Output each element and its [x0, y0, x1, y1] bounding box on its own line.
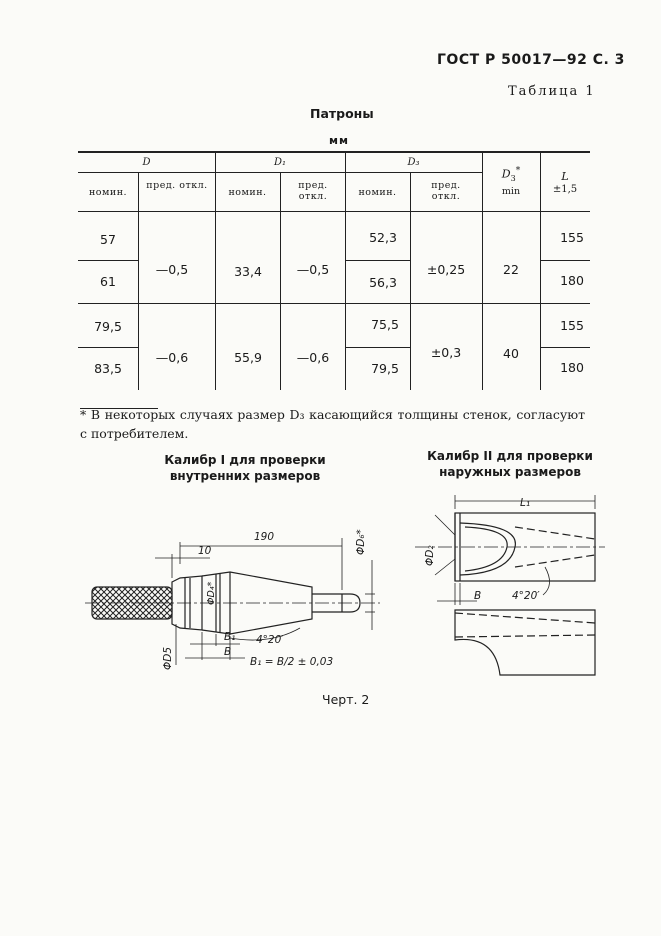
row-rule	[540, 347, 590, 348]
d-dev-cell: —0,5	[155, 262, 189, 277]
dim-d4: ΦD₄*	[206, 581, 217, 605]
row-rule	[540, 260, 590, 261]
d-nom-cell: 61	[100, 274, 116, 289]
row-rule	[78, 347, 138, 348]
d3-min-cell: 40	[503, 346, 519, 361]
dim-b1: B₁	[224, 631, 236, 643]
d3-dev-cell: ±0,25	[426, 262, 466, 277]
d3-dev-header: пред. откл.	[431, 180, 461, 202]
group-rule	[78, 303, 590, 304]
col-d3min-header: $D_3^*$ min	[501, 166, 521, 197]
col-d3-header: D₃	[407, 157, 420, 168]
d-nom-header: номин.	[88, 187, 128, 198]
table-title: Патроны	[310, 106, 374, 121]
table-unit: мм	[329, 134, 349, 147]
col-l-header: L ±1,5	[552, 170, 578, 195]
caliber2-title: Калибр II для проверки наружных размеров	[427, 449, 593, 479]
l-cell: 180	[560, 273, 584, 288]
dim-d2: ΦD₂	[424, 545, 436, 566]
caliber1-title: Калибр I для проверки внутренних размеров	[164, 453, 326, 483]
d3-dev-cell: ±0,3	[430, 345, 462, 360]
caliber1-drawing	[80, 520, 390, 690]
l-cell: 155	[560, 230, 584, 245]
footnote-line1: * В некоторых случаях размер D₃ касающийся толщины стенок, согласуют	[80, 407, 585, 422]
d-dev-header: пред. откл.	[146, 180, 208, 191]
d3-nom-cell: 56,3	[369, 275, 397, 290]
d3-nom-cell: 52,3	[369, 230, 397, 245]
d1-nom-cell: 33,4	[234, 264, 262, 279]
dim-d5: ΦD5	[162, 646, 174, 670]
l-cell: 155	[560, 318, 584, 333]
d-nom-cell: 79,5	[94, 319, 122, 334]
d3-nom-header: номин.	[358, 187, 397, 198]
d-nom-cell: 83,5	[94, 361, 122, 376]
row-rule	[78, 260, 138, 261]
d1-dev-cell: —0,5	[296, 262, 330, 277]
row-rule	[345, 347, 410, 348]
d3-nom-cell: 75,5	[371, 317, 399, 332]
dim-formula: B₁ = B/2 ± 0,03	[250, 656, 334, 668]
footnote	[80, 405, 585, 443]
dim-d6: ΦD₆*	[355, 529, 367, 555]
d3-min-cell: 22	[503, 262, 519, 277]
dim-b: B	[224, 646, 232, 658]
dim-angle1: 4°20′	[256, 634, 284, 646]
table-top-rule	[78, 151, 590, 153]
table-label: Таблица 1	[508, 84, 596, 99]
d-dev-cell: —0,6	[155, 350, 189, 365]
dim-l1: L₁	[520, 497, 531, 509]
l-cell: 180	[560, 360, 584, 375]
col-d-header: D	[142, 157, 151, 168]
row-rule	[345, 260, 410, 261]
dim-b2: B	[474, 590, 482, 602]
dim-10: 10	[198, 545, 212, 557]
standard-header: ГОСТ Р 50017—92 С. 3	[437, 52, 625, 68]
d-nom-cell: 57	[100, 232, 116, 247]
header-bottom-rule	[78, 211, 590, 212]
d1-nom-header: номин.	[228, 187, 267, 198]
d1-dev-cell: —0,6	[296, 350, 330, 365]
dim-angle2: 4°20′	[512, 590, 540, 602]
d1-dev-header: пред. откл.	[298, 180, 328, 202]
dim-190: 190	[254, 531, 275, 543]
figure-caption: Черт. 2	[322, 692, 370, 707]
col-d1-header: D₁	[273, 157, 287, 168]
d1-nom-cell: 55,9	[234, 350, 262, 365]
footnote-line2: с потребителем.	[80, 426, 189, 441]
d3-nom-cell: 79,5	[371, 361, 399, 376]
